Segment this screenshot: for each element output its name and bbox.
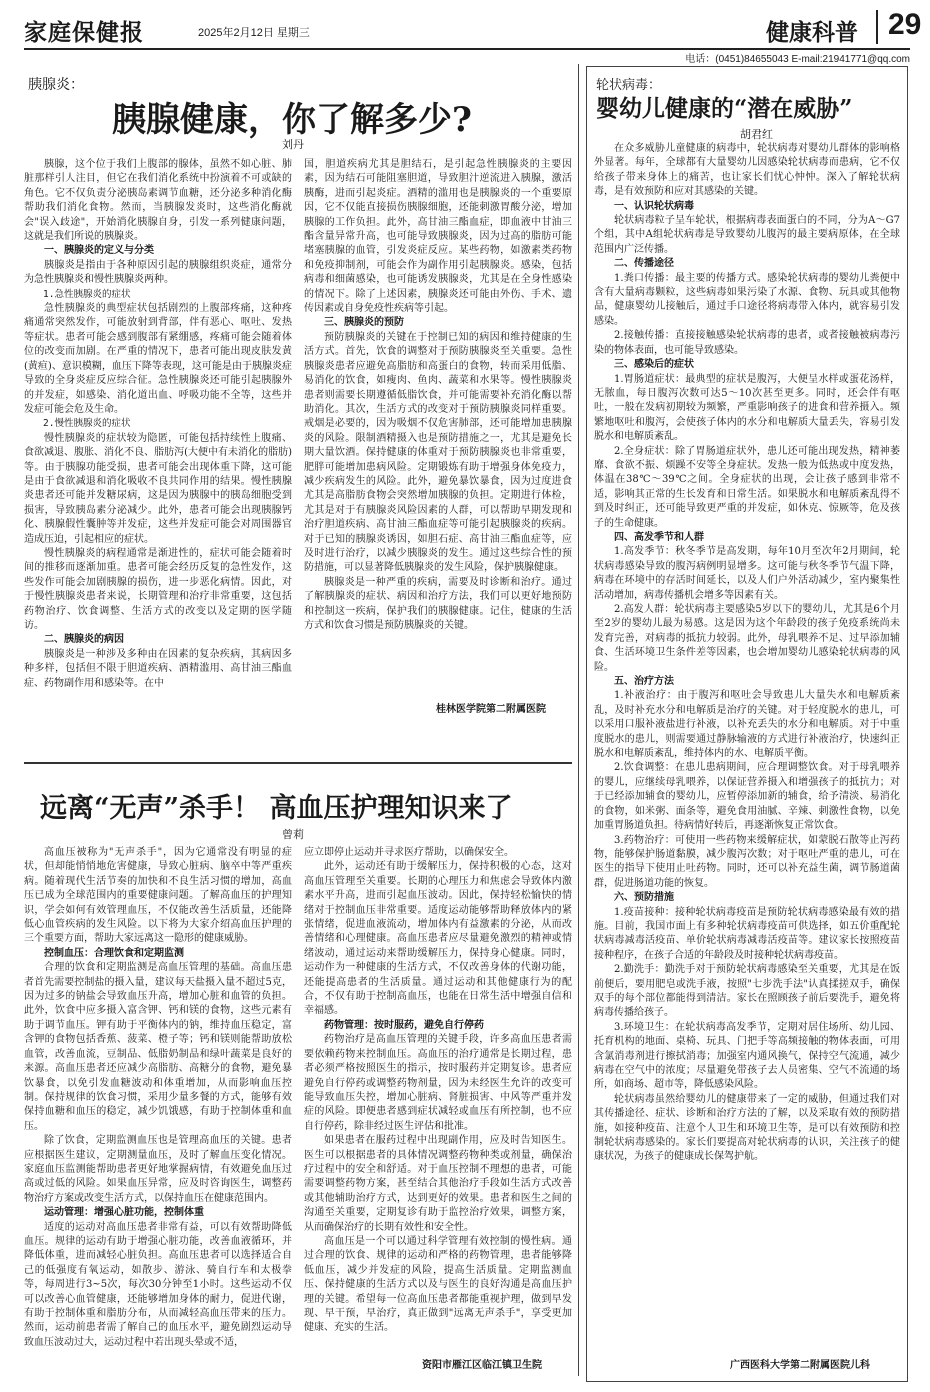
section-heading: 药物管理：按时服药，避免自行停药 [324,1019,484,1031]
paragraph: 1.高发季节：秋冬季节是高发期，每年10月至次年2月期间，轮状病毒感染导致的腹泻病例明显增多。这可能与秋冬季节气温下降，病毒在环境中的存活时间延长，以及人们户外活动减少，室内聚集性活动增加，病毒传播机会增多等因素有关。 [594,546,900,601]
section-heading: 运动管理：增强心脏功能，控制体重 [44,1207,204,1219]
paragraph: 1.疫苗接种：接种轮状病毒疫苗是预防轮状病毒感染最有效的措施。目前，我国市面上有多种轮状病毒疫苗可供选择，如五价重配轮状病毒减毒活疫苗、单价轮状病毒减毒活疫苗等。建议家长按照疫苗接种程序，在孩子合适的年龄段及时接种轮状病毒疫苗。 [594,906,900,961]
paragraph: 3.药物治疗：可使用一些药物来缓解症状，如蒙脱石散等止泻药物，能够保护肠道黏膜，减少腹泻次数；对于呕吐严重的患儿，可在医生的指导下使用止吐药物。同时，还可以补充益生菌，调节肠道菌群，促进肠道功能的恢复。 [594,834,900,889]
paragraph: 胰腺炎是一种严重的疾病，需要及时诊断和治疗。通过了解胰腺炎的症状、病因和治疗方法，我们可以更好地预防和控制这一疾病，保护我们的胰腺健康。记住，健康的生活方式和饮食习惯是预防胰腺炎的关键。 [304,576,572,631]
paragraph: 2.接触传播：直接接触感染轮状病毒的患者，或者接触被病毒污染的物体表面，也可能导致感染。 [594,330,900,356]
rotavirus-kicker: 轮状病毒： [596,78,662,93]
paragraph: 此外，运动还有助于缓解压力，保持积极的心态，这对高血压管理至关重要。长期的心理压力和焦虑会导致体内激素水平升高，进而引起血压波动。因此，保持轻松愉快的情绪对于控制血压非常重要。适度运动能够帮助释放体内的紧张情绪，促进血液流动，增加体内有益激素的分泌，从而改善情绪和心理健康。高血压患者应尽量避免激烈的精神或情绪波动，通过运动来帮助缓解压力，保持身心健康。同时，运动作为一种健康的生活方式，不仅改善身体的代谢功能，还能提高患者的生活质量。通过运动和其他健康行为的配合，不仅有助于控制高血压，也能在日常生活中增强自信和幸福感。 [304,861,572,1017]
pancreatitis-column-1 [24,158,292,738]
paragraph: 适度的运动对高血压患者非常有益，可以有效帮助降低血压。规律的运动有助于增强心脏功能，改善血液循环，并降低体重，进而减轻心脏负担。高血压患者可以选择适合自己的低强度有氧运动，如散步、游泳、骑自行车和太极拳等，每周进行3~5次，每次30分钟至1小时。这些运动不仅可以改善心血管健康，还能够增加身体的耐力，促进代谢，有助于控制体重和脂肪分布，从而减轻高血压带来的压力。然而，运动前患者需了解自己的血压水平，避免剧烈运动导致血压波动过大，运动过程中若出现头晕或不适， [24,1221,292,1348]
section-heading: 一、认识轮状病毒 [614,200,694,212]
hypertension-source: 资阳市雁江区临江镇卫生院 [422,1360,542,1371]
section-heading: 控制血压：合理饮食和定期监测 [44,947,184,959]
section-heading: 一、胰腺炎的定义与分类 [44,245,154,257]
column-divider [578,64,579,1376]
page-number: 29 [888,8,922,41]
section-heading: 三、胰腺炎的预防 [324,317,404,329]
paragraph: 2.全身症状：除了胃肠道症状外，患儿还可能出现发热，精神萎靡、食欲不振、烦躁不安等全身症状。发热一般为低热或中度发热，体温在38℃～39℃之间。全身症状的出现，会让孩子感到非常不适，影响其正常的生长发育和日常生活。如果脱水和电解质紊乱得不到及时纠正，还可能导致更严重的并发症，如休克、惊厥等，危及孩子的生命健康。 [594,445,900,529]
paragraph: 轮状病毒虽然给婴幼儿的健康带来了一定的威胁，但通过我们对其传播途径、症状、诊断和治疗方法的了解，以及采取有效的预防措施，如接种疫苗、注意个人卫生和环境卫生等，是可以有效预防和控制轮状病毒感染的。家长们要提高对轮状病毒的认识，关注孩子的健康状况，为孩子的健康成长保驾护航。 [594,1093,900,1163]
section-heading: 六、预防措施 [614,892,674,904]
section-heading: 三、感染后的症状 [614,359,694,371]
paragraph: 急性胰腺炎的典型症状包括剧烈的上腹部疼痛，这种疼痛通常突然发作，可能放射到背部，伴有恶心、呕吐、发热等症状。患者可能会感到腹部有紧绷感，疼痛可能会随着体位的改变而加剧。在严重的情况下，患者可能出现皮肤发黄(黄疸)、意识模糊，血压下降等表现，这可能是由于胰腺炎症导致的全身炎症反应综合征。急性胰腺炎还可能引起胰腺外的并发症，如感染、消化道出血、呼吸功能不全等，这些并发症可能会危及生命。 [24,303,292,415]
paragraph: 2.高发人群：轮状病毒主要感染5岁以下的婴幼儿，尤其是6个月至2岁的婴幼儿最为易感。这是因为这个年龄段的孩子免疫系统尚未发育完善，对病毒的抵抗力较弱。此外，母乳喂养不足、过早添加辅食、生活环境卫生条件差等因素，也会增加婴幼儿感染轮状病毒的风险。 [594,604,900,673]
paragraph: 2.勤洗手：勤洗手对于预防轮状病毒感染至关重要，尤其是在饭前便后，要用肥皂或洗手液，按照"七步洗手法"认真揉搓双手，确保双手的每个部位都能得到清洁。家长在照顾孩子前后要洗手，避免将病毒传播给孩子。 [594,964,900,1019]
sub-heading: 1.急性胰腺炎的症状 [43,288,131,300]
paragraph: 药物治疗是高血压管理的关键手段，许多高血压患者需要依赖药物来控制血压。高血压的治疗通常是长期过程，患者必须严格按照医生的指示，按时服药并定期复诊。患者应避免自行停药或调整药物剂量，因为未经医生允许的改变可能导致血压失控，增加心脏病、肾脏损害、中风等严重并发症的风险。即便患者感到症状减轻或血压有所控制，也不应自行停药，除非经过医生评估和批准。 [304,1034,572,1132]
paragraph: 2.饮食调整：在患儿患病期间，应合理调整饮食。对于母乳喂养的婴儿，应继续母乳喂养，以保证营养摄入和增强孩子的抵抗力；对于已经添加辅食的婴幼儿，应暂停添加新的辅食，给予清淡、易消化的食物，如米粥、面条等，避免食用油腻、辛辣、刺激性食物，以免加重胃肠道负担。待病情好转后，再逐渐恢复正常饮食。 [594,762,900,832]
masthead [24,8,922,50]
paragraph: 3.环境卫生：在轮状病毒高发季节，定期对居住场所、幼儿园、托育机构的地面、桌椅、玩具、门把手等高频接触的物体表面，可用含氯消毒剂进行擦拭消毒；加强室内通风换气，保持空气流通，减少病毒在空气中的浓度；尽量避免带孩子去人员密集、空气不流通的场所，如商场、超市等，降低感染风险。 [594,1021,900,1091]
paragraph: 预防胰腺炎的关键在于控制已知的病因和维持健康的生活方式。首先，饮食的调整对于预防胰腺炎至关重要。急性胰腺炎患者应避免高脂肪和高蛋白的食物，转而采用低脂、易消化的饮食，如瘦肉、鱼肉、蔬菜和水果等。慢性胰腺炎患者则需要长期遵循低脂饮食，并可能需要补充消化酶以帮助消化。其次，生活方式的改变对于预防胰腺炎同样重要。戒烟是必要的，因为吸烟不仅危害肺部，还可能增加患胰腺炎的风险。限制酒精摄入也是预防措施之一，尤其是避免长期大量饮酒。保持健康的体重对于预防胰腺炎也非常重要，肥胖可能增加患病风险。定期锻炼有助于增强身体免疫力，减少疾病发生的风险。此外，避免暴饮暴食，因为过度进食尤其是高脂肪食物会突然增加胰腺的负担。定期进行体检，尤其是对于有胰腺炎风险因素的人群，可以帮助早期发现和治疗胆道疾病、高甘油三酯血症等可能引起胰腺炎的疾病。对于已知的胰腺炎诱因，如胆石症、高甘油三酯血症等，应及时进行治疗，以减少胰腺炎的发生。通过这些综合性的预防措施，可以显著降低胰腺炎的发生风险，保护胰腺健康。 [304,331,572,574]
section-heading: 二、传播途径 [614,258,674,270]
rotavirus-source: 广西医科大学第二附属医院儿科 [730,1360,870,1371]
pancreatitis-author: 刘丹 [282,138,304,151]
paragraph: 在众多威胁儿童健康的病毒中，轮状病毒对婴幼儿群体的影响格外显著。每年，全球都有大量婴幼儿因感染轮状病毒而患病，它不仅给孩子带来身体上的痛苦，也让家长们忧心忡忡。深入了解轮状病毒，是有效预防和应对其感染的关键。 [594,143,900,198]
paragraph: 胰腺炎是一种涉及多种由在因素的复杂疾病，其病因多种多样，包括但不限于胆道疾病、酒精滥用、高甘油三酯血症、药物副作用和感染等。在中 [24,648,292,689]
paragraph: 高血压是一个可以通过科学管理有效控制的慢性病。通过合理的饮食、规律的运动和严格的药物管理，患者能够降低血压，减少并发症的风险，提高生活质量。定期监测血压、保持健康的生活方式以及与医生的良好沟通是高血压护理的关键。希望每一位高血压患者都能重视护理，做到早发现、早干预，早治疗，真正做到"远离无声杀手"，享受更加健康、充实的生活。 [304,1235,572,1334]
paragraph: 除了饮食，定期监测血压也是管理高血压的关键。患者应根据医生建议，定期测量血压，及时了解血压变化情况。家庭血压监测能帮助患者更好地掌握病情，有效避免血压过高或过低的风险。如果血压异常，应及时咨询医生，调整药物治疗方案或改变生活方式，以保持血压在健康范围内。 [24,1135,292,1204]
hypertension-column-2 [304,846,572,1340]
paragraph: 如果患者在服药过程中出现副作用，应及时告知医生。医生可以根据患者的具体情况调整药物种类或剂量，确保治疗过程中的安全和舒适。对于血压控制不理想的患者，可能需要调整药物方案，甚至结合其他治疗手段如生活方式改善或其他辅助治疗方式，达到更好的效果。患者和医生之间的沟通至关重要，定期复诊有助于监控治疗效果，调整方案，从而确保治疗的长期有效性和安全性。 [304,1135,572,1233]
hypertension-author: 曾莉 [282,828,304,841]
paragraph: 1.补液治疗：由于腹泻和呕吐会导致患儿大量失水和电解质紊乱，及时补充水分和电解质是治疗的关键。对于轻度脱水的患儿，可以采用口服补液盐进行补液，以补充丢失的水分和电解质。对于中重度脱水的患儿，则需要通过静脉输液的方式进行补液治疗，快速纠正脱水和电解质紊乱，维持体内的水、电解质平衡。 [594,690,900,760]
paragraph: 1.粪口传播：最主要的传播方式。感染轮状病毒的婴幼儿粪便中含有大量病毒颗粒，这些病毒如果污染了水源、食物、玩具或其他物品，健康婴幼儿接触后，通过手口途径将病毒带入体内，就容易引发感染。 [594,272,900,327]
pancreatitis-column-2 [304,158,572,698]
paragraph: 应立即停止运动并寻求医疗帮助，以确保安全。 [304,847,514,858]
pancreatitis-kicker: 胰腺炎： [28,77,84,93]
hypertension-column-1 [24,846,292,1374]
paragraph: 轮状病毒粒子呈车轮状，根据病毒表面蛋白的不同，分为A～G7个组，其中A组轮状病毒是导致婴幼儿腹泻的最主要病原体，在全球范围内广泛传播。 [594,215,900,255]
section-heading: 四、高发季节和人群 [614,531,704,543]
pancreatitis-title: 胰腺健康，你了解多少? [112,100,472,140]
hypertension-title: 远离“无声”杀手！ 高血压护理知识来了 [40,793,513,824]
pancreatitis-source: 桂林医学院第二附属医院 [436,704,546,715]
paragraph: 慢性胰腺炎的病程通常是渐进性的，症状可能会随着时间的推移而逐渐加重。患者可能会经历反复的急性发作，这些发作可能会加剧胰腺的损伤，进一步恶化病情。因此，对于慢性胰腺炎患者来说，长期管理和治疗非常重要，这包括药物治疗、饮食调整、生活方式的改变以及定期的医学随访。 [24,547,292,631]
section-heading: 五、治疗方法 [614,676,674,688]
paragraph: 1.胃肠道症状：最典型的症状是腹泻，大便呈水样或蛋花汤样，无脓血，每日腹泻次数可达5～10次甚至更多。同时，还会伴有呕吐，一般在发病初期较为频繁，严重影响孩子的进食和营养摄入。频繁地呕吐和腹泻，会使孩子体内的水分和电解质大量丢失，容易引发脱水和电解质紊乱。 [594,373,900,443]
rotavirus-title: 婴幼儿健康的“潜在威胁” [596,95,853,122]
sub-heading: 2.慢性胰腺炎的症状 [43,418,131,430]
rotavirus-author: 胡君红 [740,128,773,141]
section-heading: 二、胰腺炎的病因 [44,634,124,646]
section-title: 健康科普 [766,19,858,46]
masthead-divider [876,10,878,44]
paragraph: 国，胆道疾病尤其是胆结石，是引起急性胰腺炎的主要因素，因为结石可能阻塞胆道，导致胆汁逆流进入胰腺，激活胰酶，进而引起炎症。酒精的滥用也是胰腺炎的一个重要原因，它不仅能直接损伤胰腺细胞，还能刺激胃酸分泌，增加胰腺的工作负担。此外，高甘油三酯血症，即血液中甘油三酯含量异常升高，也可能导致胰腺炎，因为过高的脂肪可能堵塞胰腺的血管，引发炎症反应。某些药物，如激素类药物和免疫抑制剂，可能会作为副作用引起胰腺炎。感染，包括病毒和细菌感染，也可能诱发胰腺炎，尤其是在全身性感染的情况下。除了上述因素，胰腺炎还可能由外伤、手术、遗传因素或自身免疫性疾病等引起。 [304,159,572,315]
paragraph: 胰腺炎是指由于各种原因引起的胰腺组织炎症，通常分为急性胰腺炎和慢性胰腺炎两种。 [24,259,292,286]
paragraph: 慢性胰腺炎的症状较为隐匿，可能包括持续性上腹痛、食欲减退、腹胀、消化不良、脂肪泻(大便中有未消化的脂肪)等。由于胰腺功能受损，患者可能会出现体重下降，这可能是由于食欲减退和消化吸收不良共同作用的结果。慢性胰腺炎患者还可能并发糖尿病，这是因为胰腺中的胰岛细胞受到损害，导致胰岛素分泌减少。此外，患者可能会出现胰腺钙化、胰腺假性囊肿等并发症，这些并发症可能会对周围器官造成压迫，引起相应的症状。 [24,432,292,545]
paper-name: 家庭保健报 [24,19,144,46]
article-divider [24,762,572,764]
issue-date: 2025年2月12日 星期三 [198,27,310,39]
paragraph: 胰腺，这个位于我们上腹部的腺体，虽然不如心脏、肺脏那样引人注目，但它在我们消化系统中扮演着不可或缺的角色。它不仅负责分泌胰岛素调节血糖，还分泌多种消化酶帮助我们消化食物。然而，当胰腺发炎时，这些消化酶就会"误入歧途"，开始消化胰腺自身，引发一系列健康问题，这就是我们所说的胰腺炎。 [24,159,292,243]
paragraph: 合理的饮食和定期监测是高血压管理的基础。高血压患者首先需要控制盐的摄入量，建议每天盐摄入量不超过5克，因为过多的钠盐会导致血压升高，增加心脏和血管的负担。此外，饮食中应多摄入富含钾、钙和镁的食物，这些元素有助于调节血压。钾有助于平衡体内的钠，维持血压稳定，富含钾的食物包括香蕉、菠菜、橙子等；钙和镁则能帮助放松血管，改善血流，豆制品、低脂奶制品和绿叶蔬菜是良好的来源。高血压患者还应减少高脂肪、高糖分的食物，避免暴饮暴食，以免引发血糖波动和体重增加，从而影响血压控制。保持规律的饮食习惯，采用少量多餐的方式，能够有效保持血糖和血压的稳定，减少饥饿感，有助于控制体重和血压。 [24,962,292,1132]
paragraph: 高血压被称为"无声杀手"，因为它通常没有明显的症状，但却能悄悄地危害健康，导致心脏病、脑卒中等严重疾病。随着现代生活节奏的加快和不良生活习惯的增加，高血压已成为全球范围内的重要健康问题。了解高血压的护理知识，学会如何有效管理血压，不仅能改善生活质量，还能降低心血管疾病的发生风险。以下将为大家介绍高血压护理的三个重要方面，帮助大家远离这一隐形的健康威胁。 [24,847,292,945]
contact-line: 电话：(0451)84655043 E-mail:21941771@qq.com [685,54,910,65]
rotavirus-column [594,142,900,1350]
